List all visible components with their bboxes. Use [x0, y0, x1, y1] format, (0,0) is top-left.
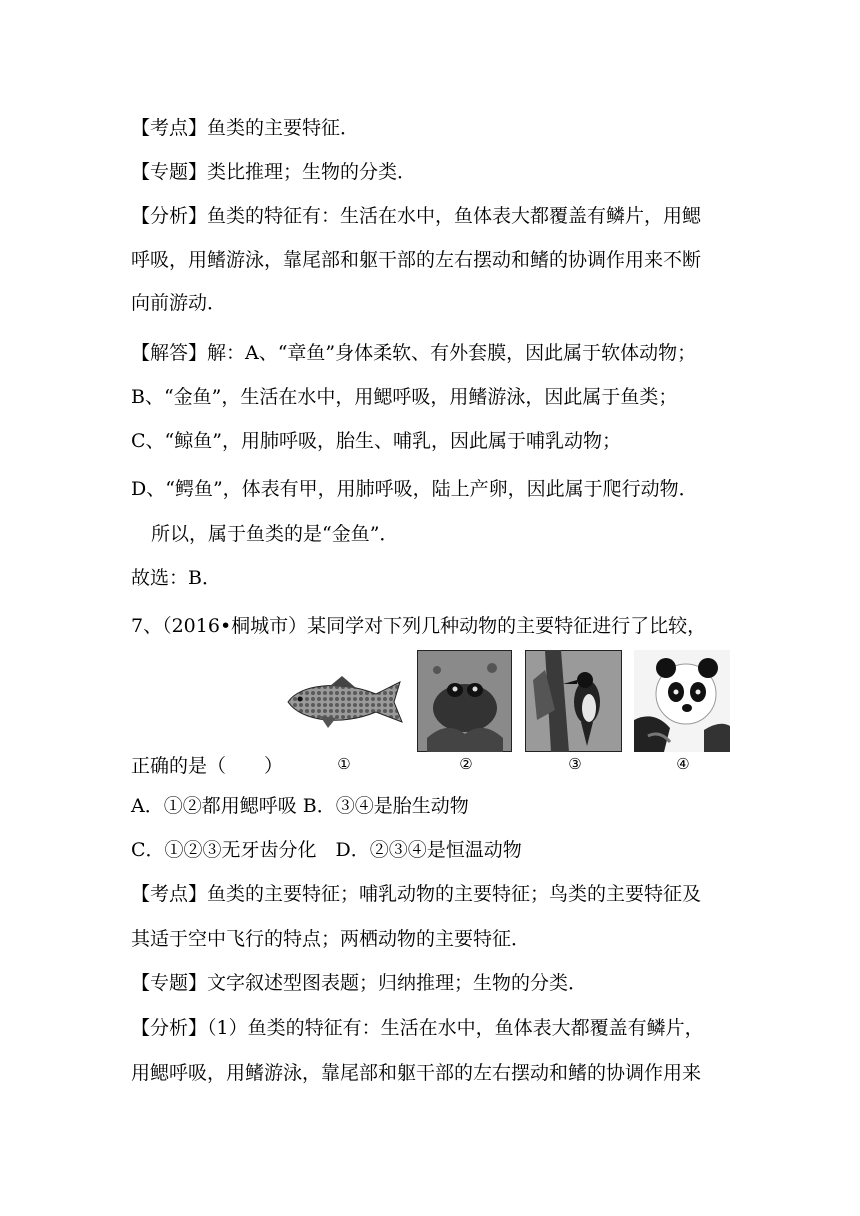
q6-jieda-line-2: B、“金鱼”，生活在水中，用鳃呼吸，用鳍游泳，因此属于鱼类；	[131, 386, 678, 408]
q7-zhuanti: 【专题】文字叙述型图表题；归纳推理；生物的分类．	[131, 972, 588, 994]
q7-fenxi-line-1: 【分析】（1）鱼类的特征有：生活在水中，鱼体表大都覆盖有鳞片，	[131, 1017, 704, 1039]
q7-stem: 7、（2016•桐城市）某同学对下列几种动物的主要特征进行了比较，	[131, 615, 707, 637]
q6-fenxi-line-3: 向前游动．	[131, 292, 227, 314]
label-1: ①	[337, 755, 351, 773]
label-4: ④	[676, 755, 690, 773]
panda-image	[634, 650, 730, 752]
frog-image	[417, 650, 512, 752]
woodpecker-image	[525, 650, 622, 752]
q6-fenxi-line-2: 呼吸，用鳍游泳，靠尾部和躯干部的左右摆动和鳍的协调作用来不断	[131, 249, 702, 271]
q6-jieda-line-5: 所以，属于鱼类的是“金鱼”．	[151, 523, 399, 545]
label-3: ③	[568, 755, 582, 773]
q7-option-ab: A．①②都用鳃呼吸 B．③④是胎生动物	[131, 795, 469, 817]
q7-option-cd: C．①②③无牙齿分化 D．②③④是恒温动物	[131, 839, 522, 861]
label-2: ②	[459, 755, 473, 773]
q6-jieda-line-4: D、“鳄鱼”，体表有甲，用肺呼吸，陆上产卵，因此属于爬行动物．	[131, 478, 698, 500]
q7-fenxi-line-2: 用鳃呼吸，用鳍游泳，靠尾部和躯干部的左右摆动和鳍的协调作用来	[131, 1062, 702, 1084]
q6-jieda-line-1: 【解答】解：A、“章鱼”身体柔软、有外套膜，因此属于软体动物；	[131, 342, 697, 364]
q7-kaodian-line-2: 其适于空中飞行的特点；两栖动物的主要特征．	[131, 928, 531, 950]
q7-stem-end: 正确的是（ ）	[131, 755, 284, 777]
fish-image	[280, 672, 405, 732]
q6-kaodian: 【考点】鱼类的主要特征．	[131, 117, 360, 139]
q6-final-answer: 故选：B．	[131, 567, 221, 589]
q6-jieda-line-3: C、“鲸鱼”，用肺呼吸，胎生、哺乳，因此属于哺乳动物；	[131, 430, 621, 452]
q7-kaodian-line-1: 【考点】鱼类的主要特征；哺乳动物的主要特征；鸟类的主要特征及	[131, 883, 702, 905]
q6-fenxi-line-1: 【分析】鱼类的特征有：生活在水中，鱼体表大都覆盖有鳞片，用鳃	[131, 205, 702, 227]
q6-zhuanti: 【专题】类比推理；生物的分类．	[131, 161, 417, 183]
